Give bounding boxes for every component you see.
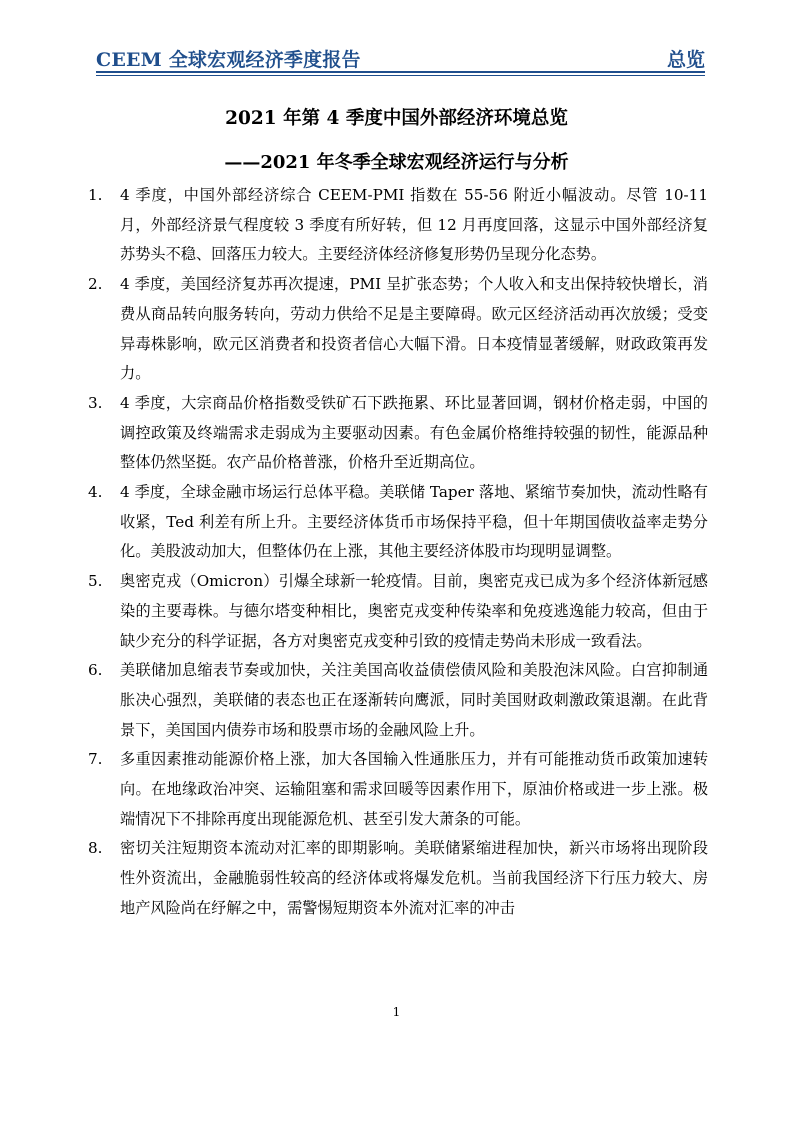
- summary-item-7: [88, 745, 708, 834]
- item-number: 7.: [88, 750, 103, 769]
- page-header: [96, 40, 705, 74]
- item-text: 奥密克戎（Omicron）引爆全球新一轮疫情。目前，奥密克戎已成为多个经济体新冠感染的主要毒株。与德尔塔变种相比，奥密克戎变种传染率和免疫逃逸能力较高，但由于缺少充分的科学证据，各方对奥密克戎变种引致的疫情走势尚未形成一致看法。: [120, 572, 708, 650]
- item-text: 4 季度，美国经济复苏再次提速，PMI 呈扩张态势；个人收入和支出保持较快增长，消费从商品转向服务转向，劳动力供给不足是主要障碍。欧元区经济活动再次放缓；受变异毒株影响，欧元区消费者和投资者信心大幅下滑。日本疫情显著缓解，财政政策再发力。: [120, 275, 708, 383]
- item-number: 4.: [88, 483, 103, 502]
- header-divider-thin: [96, 75, 705, 76]
- item-text: 4 季度，全球金融市场运行总体平稳。美联储 Taper 落地、紧缩节奏加快，流动性略有收紧，Ted 利差有所上升。主要经济体货币市场保持平稳，但十年期国债收益率走势分化。美股波动加大，但整体仍在上涨，其他主要经济体股市均现明显调整。: [120, 483, 708, 561]
- item-text: 多重因素推动能源价格上涨，加大各国输入性通胀压力，并有可能推动货币政策加速转向。在地缘政治冲突、运输阻塞和需求回暖等因素作用下，原油价格或进一步上涨。极端情况下不排除再度出现能源危机、甚至引发大萧条的可能。: [120, 750, 708, 828]
- item-number: 2.: [88, 275, 103, 294]
- summary-item-8: [88, 834, 708, 923]
- item-text: 4 季度，大宗商品价格指数受铁矿石下跌拖累、环比显著回调，钢材价格走弱，中国的调控政策及终端需求走弱成为主要驱动因素。有色金属价格维持较强的韧性，能源品种整体仍然坚挺。农产品价格普涨，价格升至近期高位。: [120, 393, 708, 472]
- summary-item-1: [88, 181, 708, 270]
- document-subtitle: ——2021 年冬季全球宏观经济运行与分析: [224, 152, 569, 173]
- report-series-title: CEEM 全球宏观经济季度报告: [96, 49, 361, 71]
- summary-item-4: [88, 478, 708, 567]
- item-text: 密切关注短期资本流动对汇率的即期影响。美联储紧缩进程加快，新兴市场将出现阶段性外资流出，金融脆弱性较高的经济体或将爆发危机。当前我国经济下行压力较大、房地产风险尚在纾解之中，需警惕短期资本外流对汇率的冲击: [120, 839, 708, 917]
- document-title: 2021 年第 4 季度中国外部经济环境总览: [225, 108, 568, 129]
- item-text: 4 季度，中国外部经济综合 CEEM-PMI 指数在 55-56 附近小幅波动。尽管 10-11 月，外部经济景气程度较 3 季度有所好转，但 12 月再度回落，这显示中国外部经济复苏势头不稳、回落压力较大。主要经济体经济修复形势仍呈现分化态势。: [120, 186, 708, 264]
- item-text: 美联储加息缩表节奏或加快，关注美国高收益债偿债风险和美股泡沫风险。白宫抑制通胀决心强烈，美联储的表态也正在逐渐转向鹰派，同时美国财政刺激政策退潮。在此背景下，美国国内债券市场和股票市场的金融风险上升。: [120, 661, 708, 739]
- summary-list: [88, 181, 708, 924]
- summary-item-2: [88, 270, 708, 389]
- summary-item-3: [88, 389, 708, 478]
- item-number: 5.: [88, 572, 103, 591]
- item-number: 6.: [88, 661, 103, 680]
- item-number: 1.: [88, 186, 103, 204]
- section-label: 总览: [666, 49, 705, 71]
- item-number: 3.: [88, 393, 103, 412]
- page-number: 1: [392, 1005, 401, 1019]
- summary-item-6: [88, 656, 708, 745]
- header-divider: [96, 71, 705, 73]
- item-number: 8.: [88, 839, 103, 858]
- summary-item-5: [88, 567, 708, 656]
